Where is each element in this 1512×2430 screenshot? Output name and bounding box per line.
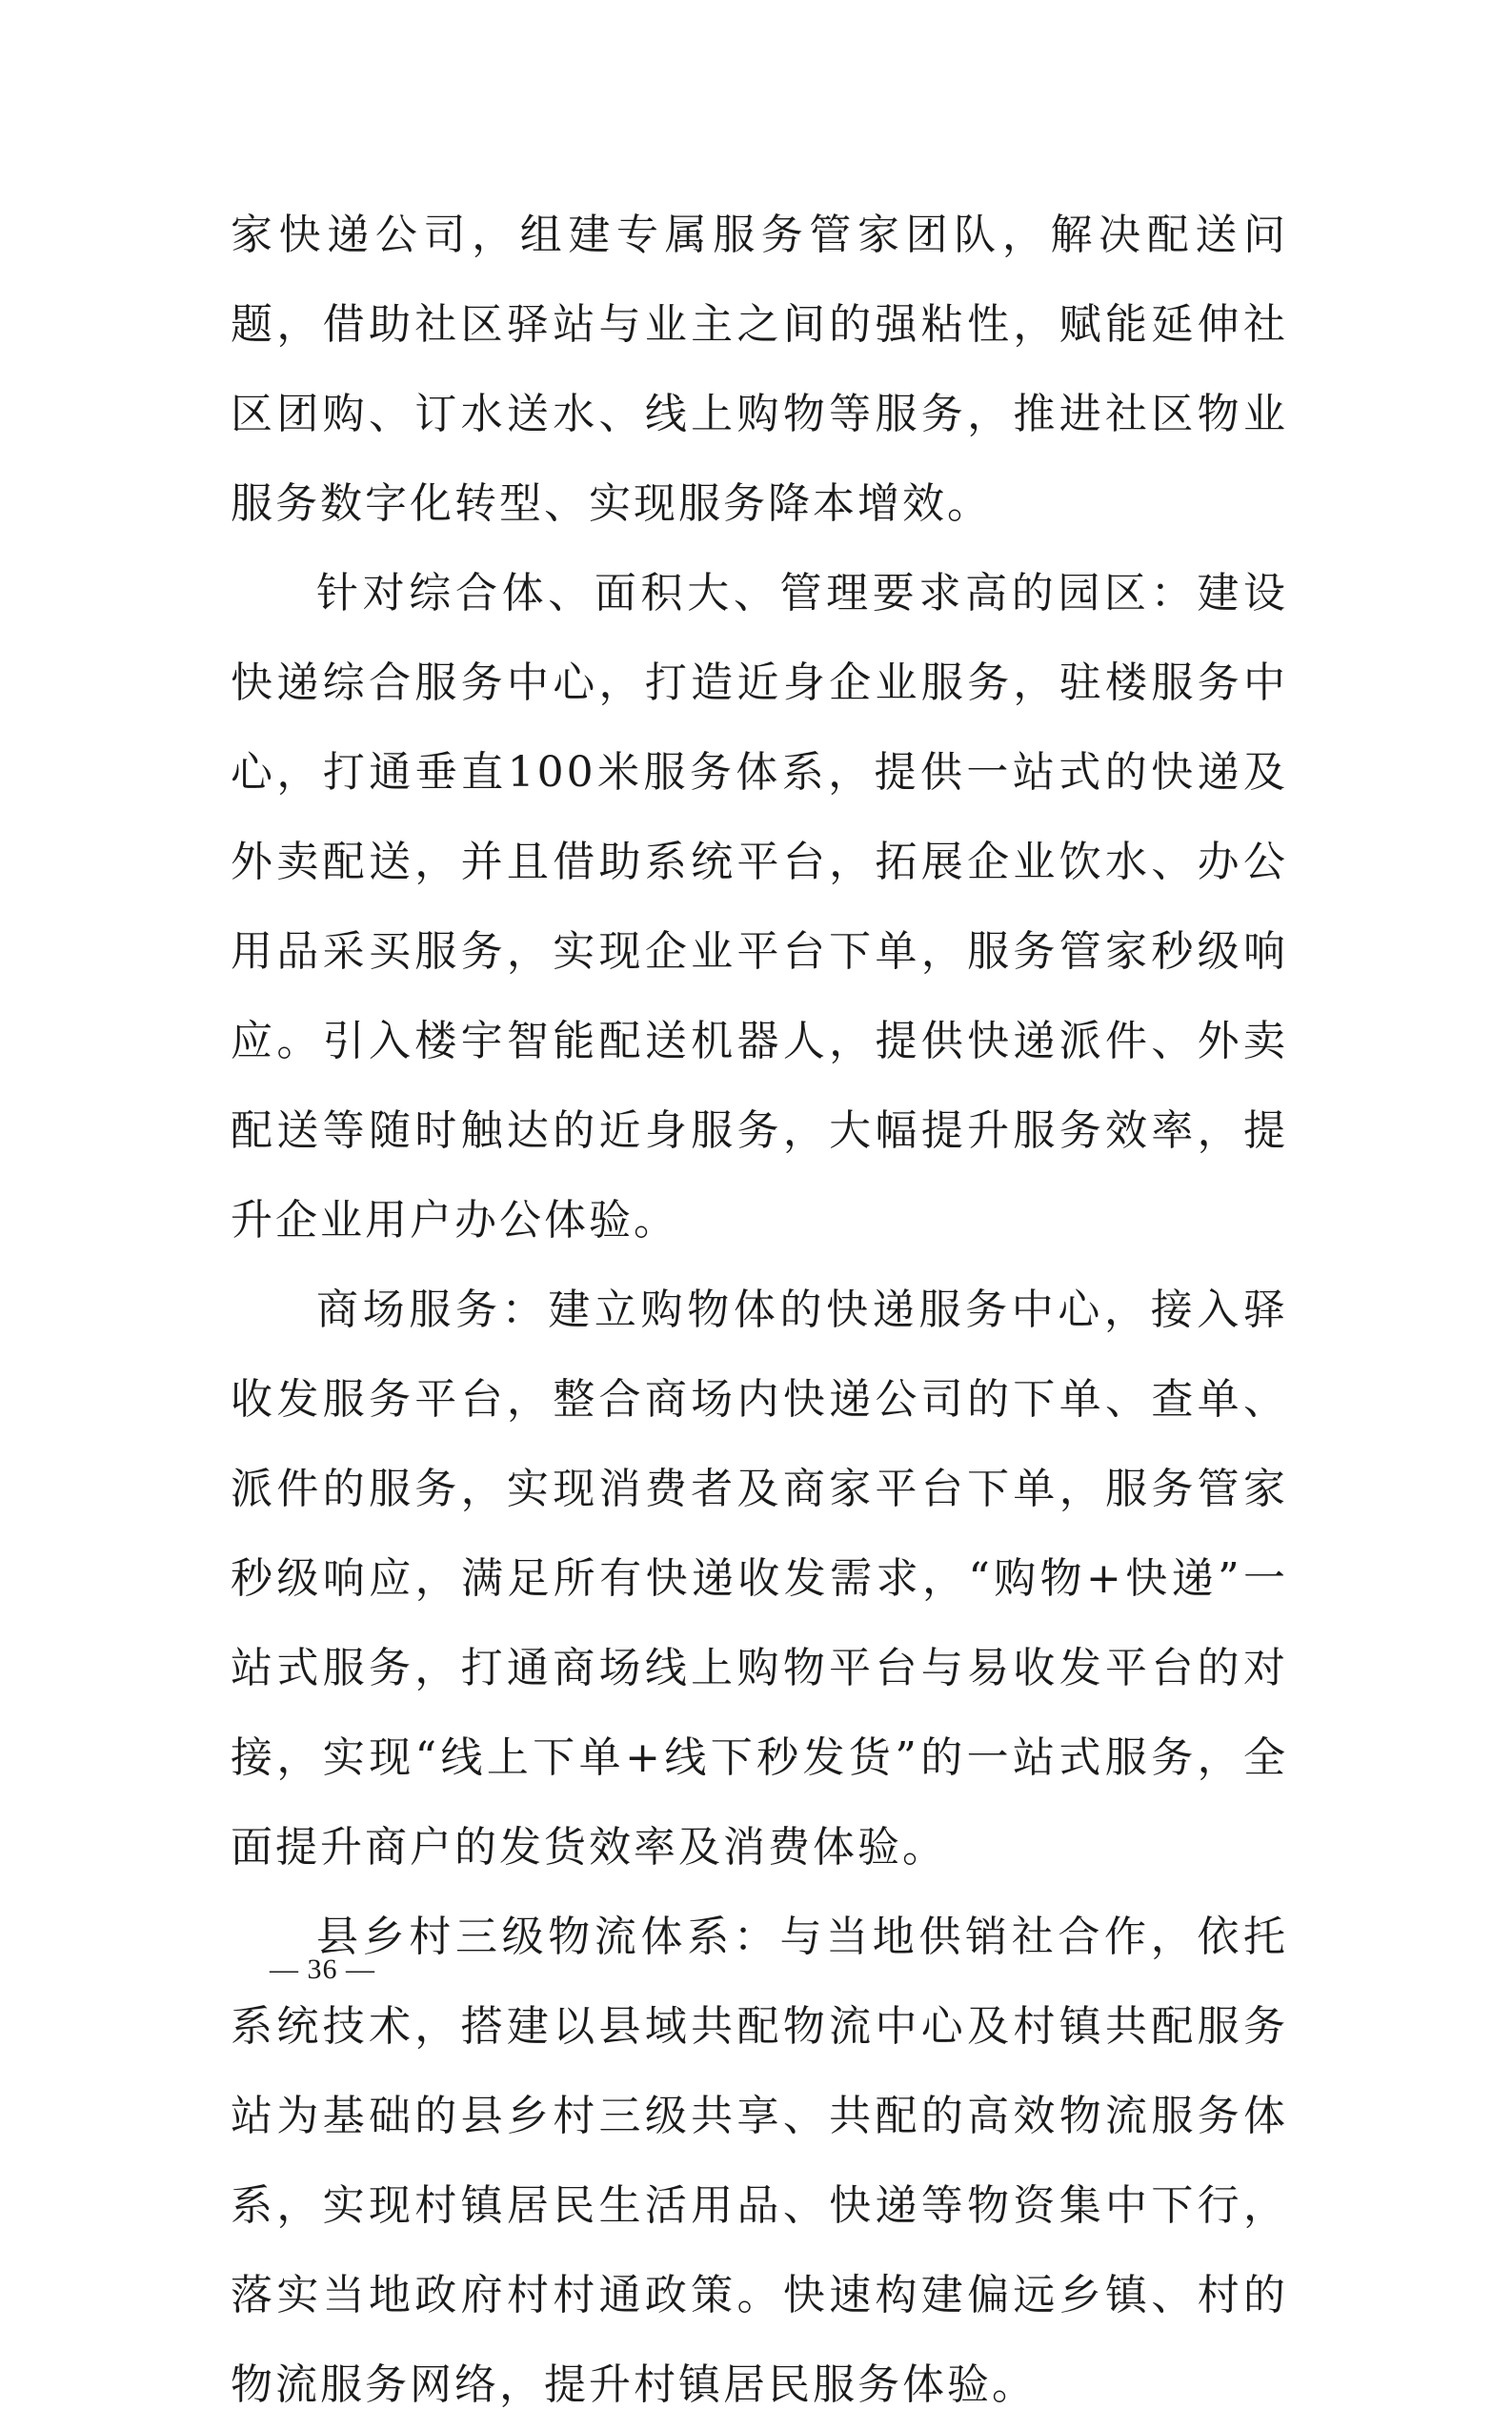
paragraph-county-logistics: 县乡村三级物流体系：与当地供销社合作，依托系统技术，搭建以县域共配物流中心及村镇共配服务站为基础的县乡村三级共享、共配的高效物流服务体系，实现村镇居民生活用品、快递等物资集中下行，落实当地政府村村通政策。快速构建偏远乡镇、村的物流服务网络，提升村镇居民服务体验。	[231, 1913, 1288, 2409]
paragraph-community-service: 家快递公司，组建专属服务管家团队，解决配送问题，借助社区驿站与业主之间的强粘性，赋能延伸社区团购、订水送水、线上购物等服务，推进社区物业服务数字化转型、实现服务降本增效。	[231, 211, 1288, 528]
paragraph-mall-service: 商场服务：建立购物体的快递服务中心，接入驿收发服务平台，整合商场内快递公司的下单、查单、派件的服务，实现消费者及商家平台下单，服务管家秒级响应，满足所有快递收发需求，“购物+快递”一站式服务，打通商场线上购物平台与易收发平台的对接，实现“线上下单+线下秒发货”的一站式服务，全面提升商户的发货效率及消费体验。	[231, 1286, 1288, 1872]
body-text	[231, 191, 1288, 2430]
page-number: — 36 —	[270, 1954, 375, 1985]
paragraph-complex-park: 针对综合体、面积大、管理要求高的园区：建设快递综合服务中心，打造近身企业服务，驻楼服务中心，打通垂直100米服务体系，提供一站式的快递及外卖配送，并且借助系统平台，拓展企业饮水、办公用品采买服务，实现企业平台下单，服务管家秒级响应。引入楼宇智能配送机器人，提供快递派件、外卖配送等随时触达的近身服务，大幅提升服务效率，提升企业用户办公体验。	[231, 569, 1288, 1245]
